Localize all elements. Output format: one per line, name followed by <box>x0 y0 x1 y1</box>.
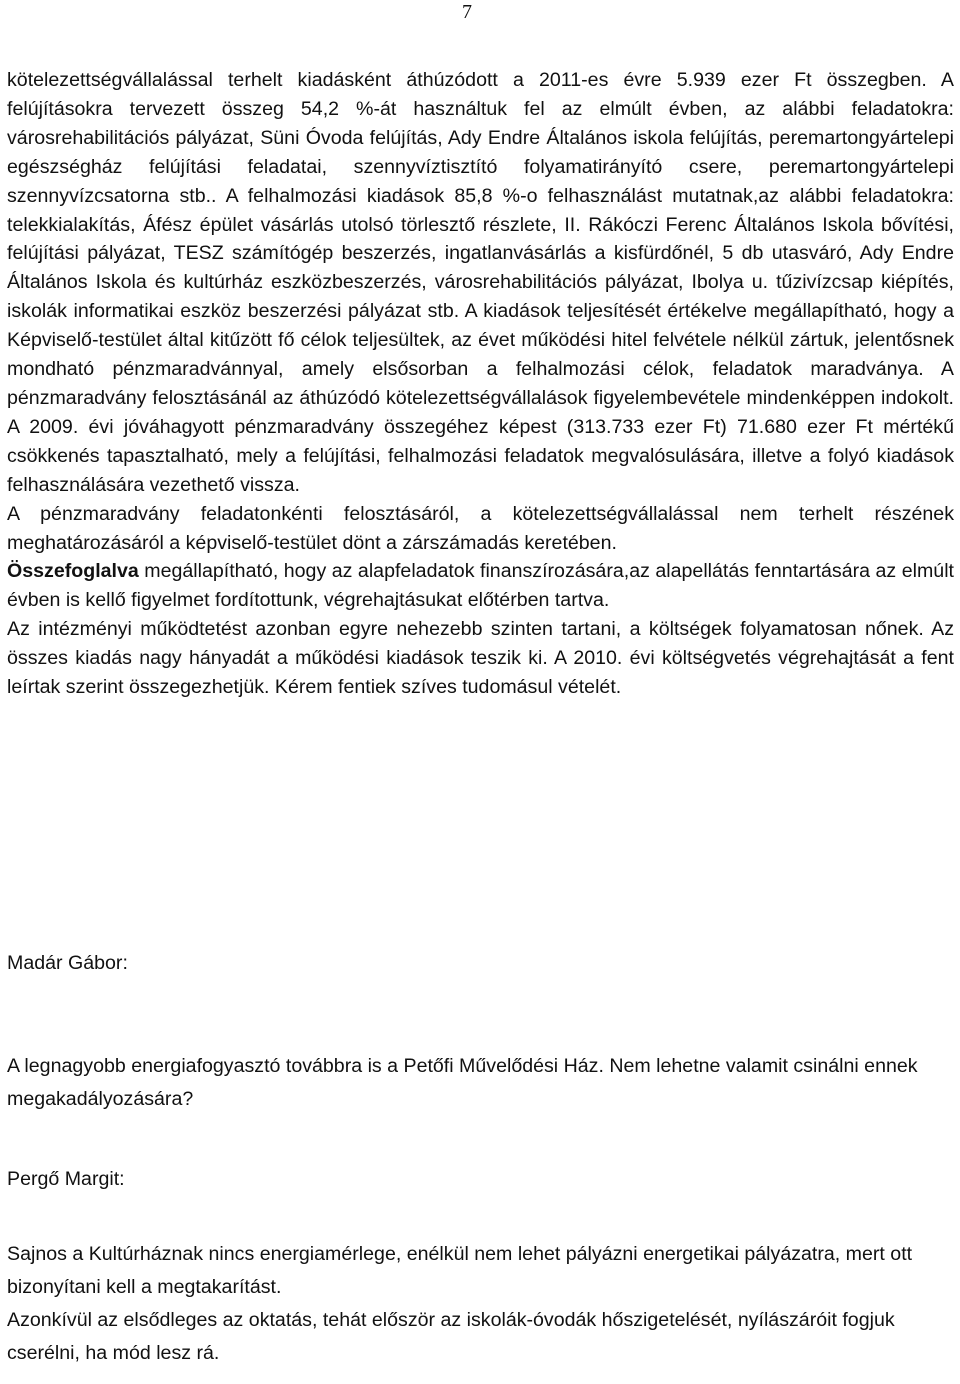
summary-lead: Összefoglalva <box>7 560 139 583</box>
speech-text: A legnagyobb energiafogyasztó továbbra is a Petőfi Művelődési Ház. Nem lehetne valamit csinálni ennek megakadályozására? <box>7 1055 918 1110</box>
report-body <box>7 66 954 702</box>
speech-pergo-margit <box>7 1238 954 1370</box>
speech-text: Sajnos a Kultúrháznak nincs energiamérlege, enélkül nem lehet pályázni energetikai pályázatra, mert ott bizonyítani kell a megtakarítást. <box>7 1243 913 1298</box>
speaker-name: Madár Gábor: <box>7 952 128 974</box>
paragraph-expenditures: kötelezettségvállalással terhelt kiadásként áthúzódott a 2011-es évre 5.939 ezer Ft összegben. A felújításokra tervezett összeg 54,2 %-át használtuk fel az elmúlt évben, az alábbi feladatokra: városrehabilitációs pályázat, Süni Óvoda felújítás, Ady Endre Általános iskola felújítás, peremartongyártelepi egészségház felújítási feladatai, szennyvíztisztító folyamatirányító csere, peremartongyártelepi szennyvízcsatorna stb.. A felhalmozási kiadások 85,8 %-o felhasználást mutatnak,az alábbi feladatokra: telekkialakítás, Áfész épület vásárlás utolsó törlesztő részlete, II. Rákóczi Ferenc Általános Iskola bővítési, felújítási pályázat, TESZ számítógép beszerzés, ingatlanvásárlás a kisfürdőnél, 5 db utasváró, Ady Endre Általános Iskola és kultúrház eszközbeszerzés, városrehabilitációs pályázat, Ibolya u. tűzivízcsap kiépítés, iskolák informatikai eszköz beszerzési pályázat stb. A kiadások teljesítését értékelve megállapítható, hogy a Képviselő-testület által kitűzött fő célok teljesültek, az évet működési hitel felvétele nélkül zártuk, jelentősnek mondható pénzmaradvánnyal, amely elsősorban a felhalmozási célok, feladatok maradványa. A pénzmaradvány felosztásánál az áthúzódó kötelezettségvállalások figyelembevétele mindenképpen indokolt. A 2009. évi jóváhagyott pénzmaradvány összegéhez képest (313.733 ezer Ft) 71.680 ezer Ft mértékű csökkenés tapasztalható, mely a felújítási, felhalmozási feladatok megvalósulására, illetve a folyó kiadások felhasználására vezethető vissza. <box>7 69 954 496</box>
speaker-pergo-margit <box>7 1163 954 1196</box>
speaker-madar-gabor <box>7 947 954 980</box>
summary-rest: megállapítható, hogy az alapfeladatok finanszírozására,az alapellátás fenntartására az elmúlt évben is kellő figyelmet fordítottunk, végrehajtásukat előtérben tartva. <box>7 560 954 612</box>
speech-madar-gabor <box>7 1050 954 1116</box>
speech-text: Azonkívül az elsődleges az oktatás, tehát először az iskolák-óvodák hőszigetelését, nyílászáróit fogjuk cserélni, ha mód lesz rá. <box>7 1309 895 1364</box>
paragraph-residual-allocation: A pénzmaradvány feladatonkénti felosztásáról, a kötelezettségvállalással nem terhelt részének meghatározásáról a képviselő-testület dönt a zárszámadás keretében. <box>7 502 954 554</box>
paragraph-summary <box>7 557 954 615</box>
page-number: 7 <box>462 1 472 23</box>
paragraph-operations: Az intézményi működtetést azonban egyre nehezebb szinten tartani, a költségek folyamatosan nőnek. Az összes kiadás nagy hányadát a működési kiadások teszik ki. A 2010. évi költségvetés végrehajtását a fent leírtak szerint összegezhetjük. Kérem fentiek szíves tudomásul vételét. <box>7 618 954 699</box>
speaker-name: Pergő Margit: <box>7 1168 125 1190</box>
